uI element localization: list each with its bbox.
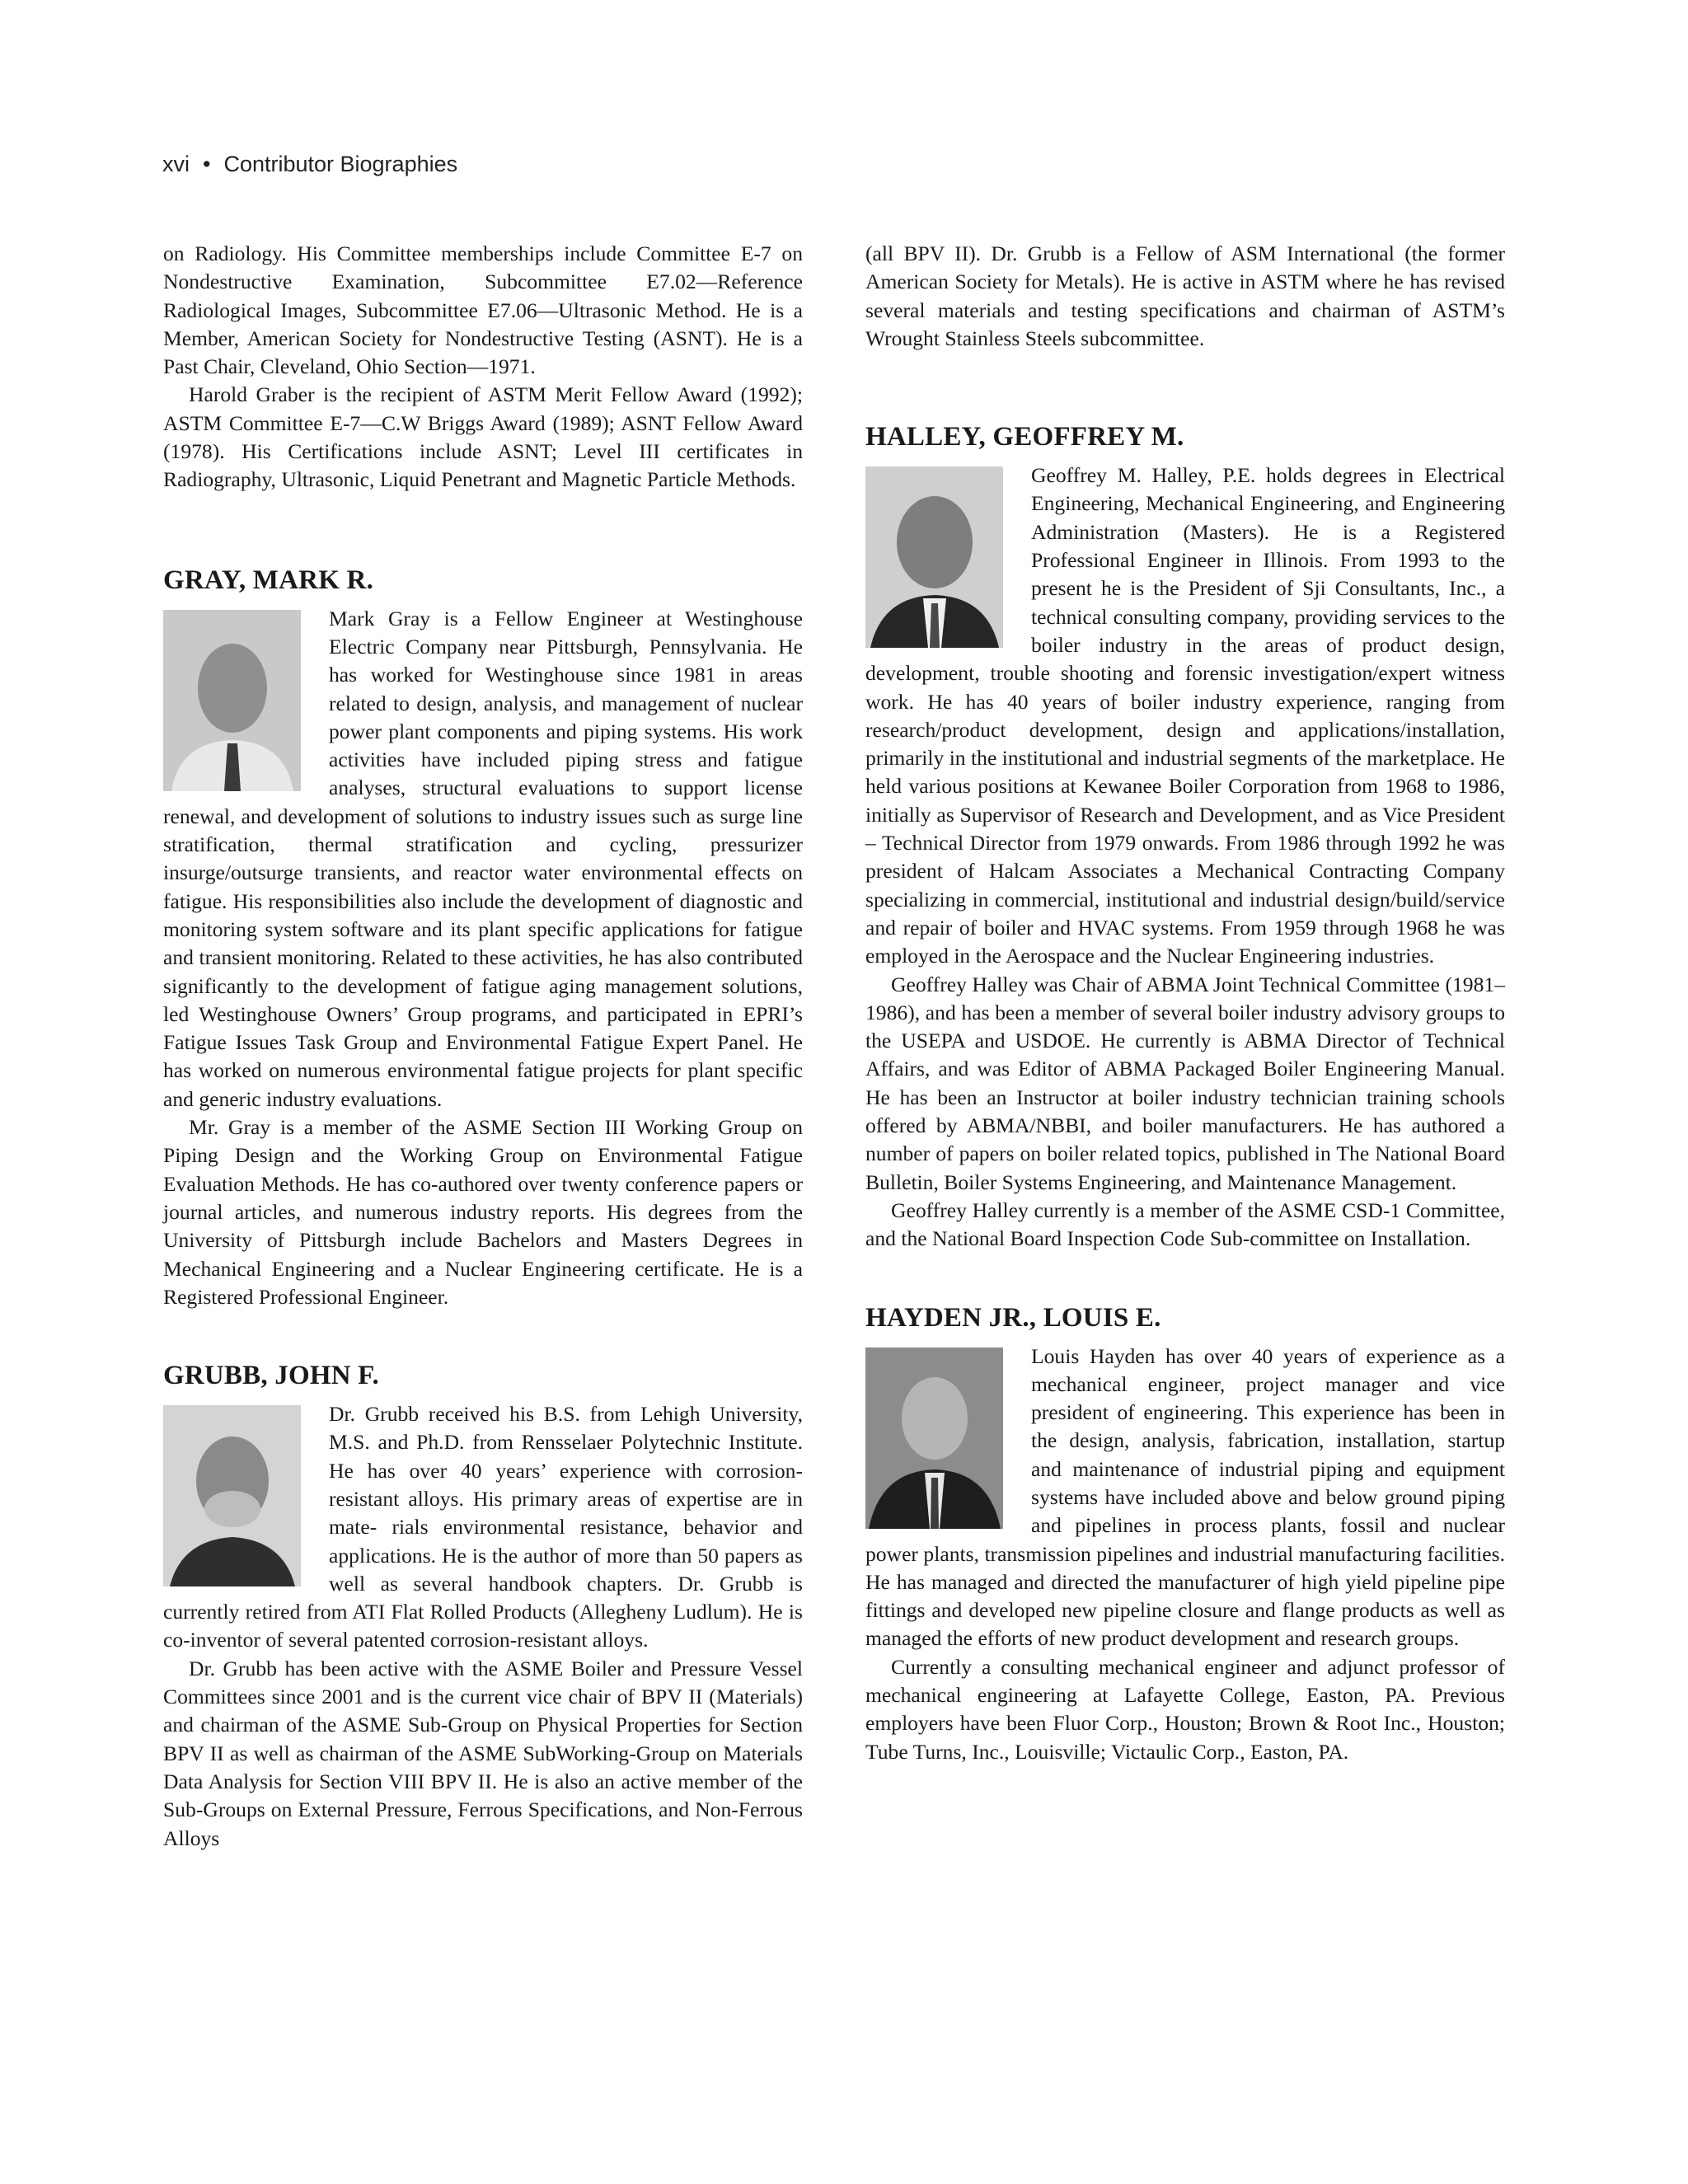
hayden-bio-paragraph-1: Louis Hayden has over 40 years of experience as a mechanical engineer, project manager and vice president of engineering. This experience has been in the design, analysis, fabrication, installation, startup and maintenance of industrial piping and equipment systems have included above and below ground piping and pipelines in process plants, fossil and nuclear power plants, transmission pipelines and industrial manufacturing facilities. He has managed and directed the manufacturer of high yield pipeline pipe fittings and developed new pipeline closure and flange products as well as managed the efforts of new product development and research groups. bbox=[865, 1343, 1505, 1651]
grubb-heading: GRUBB, JOHN F. bbox=[163, 1361, 379, 1391]
gray-heading: GRAY, MARK R. bbox=[163, 565, 374, 595]
graber-bio-awards: Harold Graber is the recipient of ASTM Merit Fellow Award (1992); ASTM Committee E-7—C.W Briggs Award (1989); ASNT Fellow Award (1978). His Certifications include ASNT; Level III certificates in Radiography, Ultrasonic, Liquid Penetrant and Magnetic Particle Methods. bbox=[163, 382, 803, 492]
header-bullet: • bbox=[203, 152, 211, 176]
gray-bio-paragraph-1: Mark Gray is a Fellow Engineer at Westinghouse Electric Company near Pittsburgh, Pennsylvania. He has worked for Westinghouse since 1981 in areas related to design, analysis, and management of nuclear power plant components and piping systems. His work activities have included piping stress and fatigue analyses, structural evaluations to support license renewal, and development of solutions to industry issues such as surge line stratification, thermal stratification and cycling, pressurizer insurge/outsurge transients, and reactor water environmental effects on fatigue. His responsibilities also include the development of diagnostic and monitoring system software and its plant specific applications for fatigue and transient monitoring. Related to these activities, he has also contributed significantly to the development of fatigue aging management solutions, led Westinghouse Owners’ Group programs, and participated in EPRI’s Fatigue Issues Task Group and Environmental Fatigue Expert Panel. He has worked on numerous environmental fatigue projects for plant specific and generic industry evaluations. bbox=[163, 606, 803, 1111]
gray-bio-paragraph-2: Mr. Gray is a member of the ASME Section III Working Group on Piping Design and the Working Group on Environmental Fatigue Evaluation Methods. He has co-authored over twenty conference papers or journal articles, and numerous industry reports. His degrees from the University of Pittsburgh include Bachelors and Masters Degrees in Mechanical Engineering and a Nuclear Engineering certificate. He is a Registered Professional Engineer. bbox=[163, 1115, 803, 1309]
running-header bbox=[162, 152, 457, 177]
page-number: xvi bbox=[162, 152, 190, 176]
hayden-bio-paragraph-2: Currently a consulting mechanical engineer and adjunct professor of mechanical engineering at Lafayette College, Easton, PA. Previous employers have been Fluor Corp., Houston; Brown & Root Inc., Houston; Tube Turns, Inc., Louisville; Victaulic Corp., Easton, PA. bbox=[865, 1654, 1505, 1764]
halley-bio-paragraph-2: Geoffrey Halley was Chair of ABMA Joint Technical Committee (1981–1986), and has been a member of several boiler industry advisory groups to the USEPA and USDOE. He currently is ABMA Director of Technical Affairs, and was Editor of ABMA Packaged Boiler Engineering Manual. He has been an Instructor at boiler industry technician training schools offered by ABMA/NBBI, and boiler manufacturers. He has authored a number of papers on boiler related topics, published in The National Board Bulletin, Boiler Systems Engineering, and Maintenance Management. bbox=[865, 972, 1505, 1194]
right-column bbox=[865, 240, 1505, 1766]
halley-bio-paragraph-3: Geoffrey Halley currently is a member of the ASME CSD-1 Committee, and the National Board Inspection Code Sub-committee on Installation. bbox=[865, 1197, 1505, 1251]
halley-heading: HALLEY, GEOFFREY M. bbox=[865, 422, 1184, 452]
grubb-bio-paragraph-1: Dr. Grubb received his B.S. from Lehigh University, M.S. and Ph.D. from Rensselaer Polytechnic Institute. He has over 40 years’ experience with corrosion-resistant alloys. His primary areas of expertise are in mate- rials environmental resistance, behavior and applications. He is the author of more than 50 papers as well as several handbook chapters. Dr. Grubb is currently retired from ATI Flat Rolled Products (Allegheny Ludlum). He is co-inventor of several patented corrosion-resistant alloys. bbox=[163, 1402, 803, 1652]
left-column bbox=[163, 240, 803, 1853]
grubb-bio-continued: (all BPV II). Dr. Grubb is a Fellow of ASM International (the former American Society for Metals). He is active in ASTM where he has revised several materials and testing specifications and chairman of ASTM’s Wrought Stainless Steels subcommittee. bbox=[865, 241, 1505, 350]
halley-bio-paragraph-1: Geoffrey M. Halley, P.E. holds degrees in Electrical Engineering, Mechanical Engineering, and Engineering Administration (Masters). He is a Registered Professional Engineer in Illinois. From 1993 to the present he is the President of Sji Consultants, Inc., a technical consulting company, providing services to the boiler industry in the areas of product design, development, trouble shooting and forensic investigation/expert witness work. He has 40 years of boiler industry experience, ranging from research/product development, design and applications/installation, primarily in the institutional and industrial segments of the marketplace. He held various positions at Kewanee Boiler Corporation from 1968 to 1986, initially as Supervisor of Research and Development, and as Vice President – Technical Director from 1979 onwards. From 1986 through 1992 he was president of Halcam Associates a Mechanical Contracting Company specializing in commercial, institutional and industrial design/build/service and repair of boiler and HVAC systems. From 1959 through 1968 he was employed in the Aerospace and the Nuclear Engineering industries. bbox=[865, 463, 1505, 968]
halley-portrait-photo bbox=[865, 466, 1003, 648]
graber-bio-continued: on Radiology. His Committee memberships include Committee E-7 on Nondestructive Examination, Subcommittee E7.02—Reference Radiological Images, Subcommittee E7.06—Ultrasonic Method. He is a Member, American Society for Nondestructive Testing (ASNT). He is a Past Chair, Cleveland, Ohio Section—1971. bbox=[163, 241, 803, 379]
hayden-portrait-photo bbox=[865, 1347, 1003, 1529]
grubb-portrait-photo bbox=[163, 1405, 301, 1586]
grubb-bio-paragraph-2: Dr. Grubb has been active with the ASME Boiler and Pressure Vessel Committees since 2001 and is the current vice chair of BPV II (Materials) and chairman of the ASME Sub-Group on Physical Properties for Section BPV II as well as chairman of the ASME SubWorking-Group on Materials Data Analysis for Section VIII BPV II. He is also an active member of the Sub-Groups on External Pressure, Ferrous Specifications, and Non-Ferrous Alloys bbox=[163, 1656, 803, 1850]
gray-portrait-photo bbox=[163, 610, 301, 791]
hayden-heading: HAYDEN JR., LOUIS E. bbox=[865, 1302, 1161, 1333]
section-title: Contributor Biographies bbox=[223, 152, 458, 176]
